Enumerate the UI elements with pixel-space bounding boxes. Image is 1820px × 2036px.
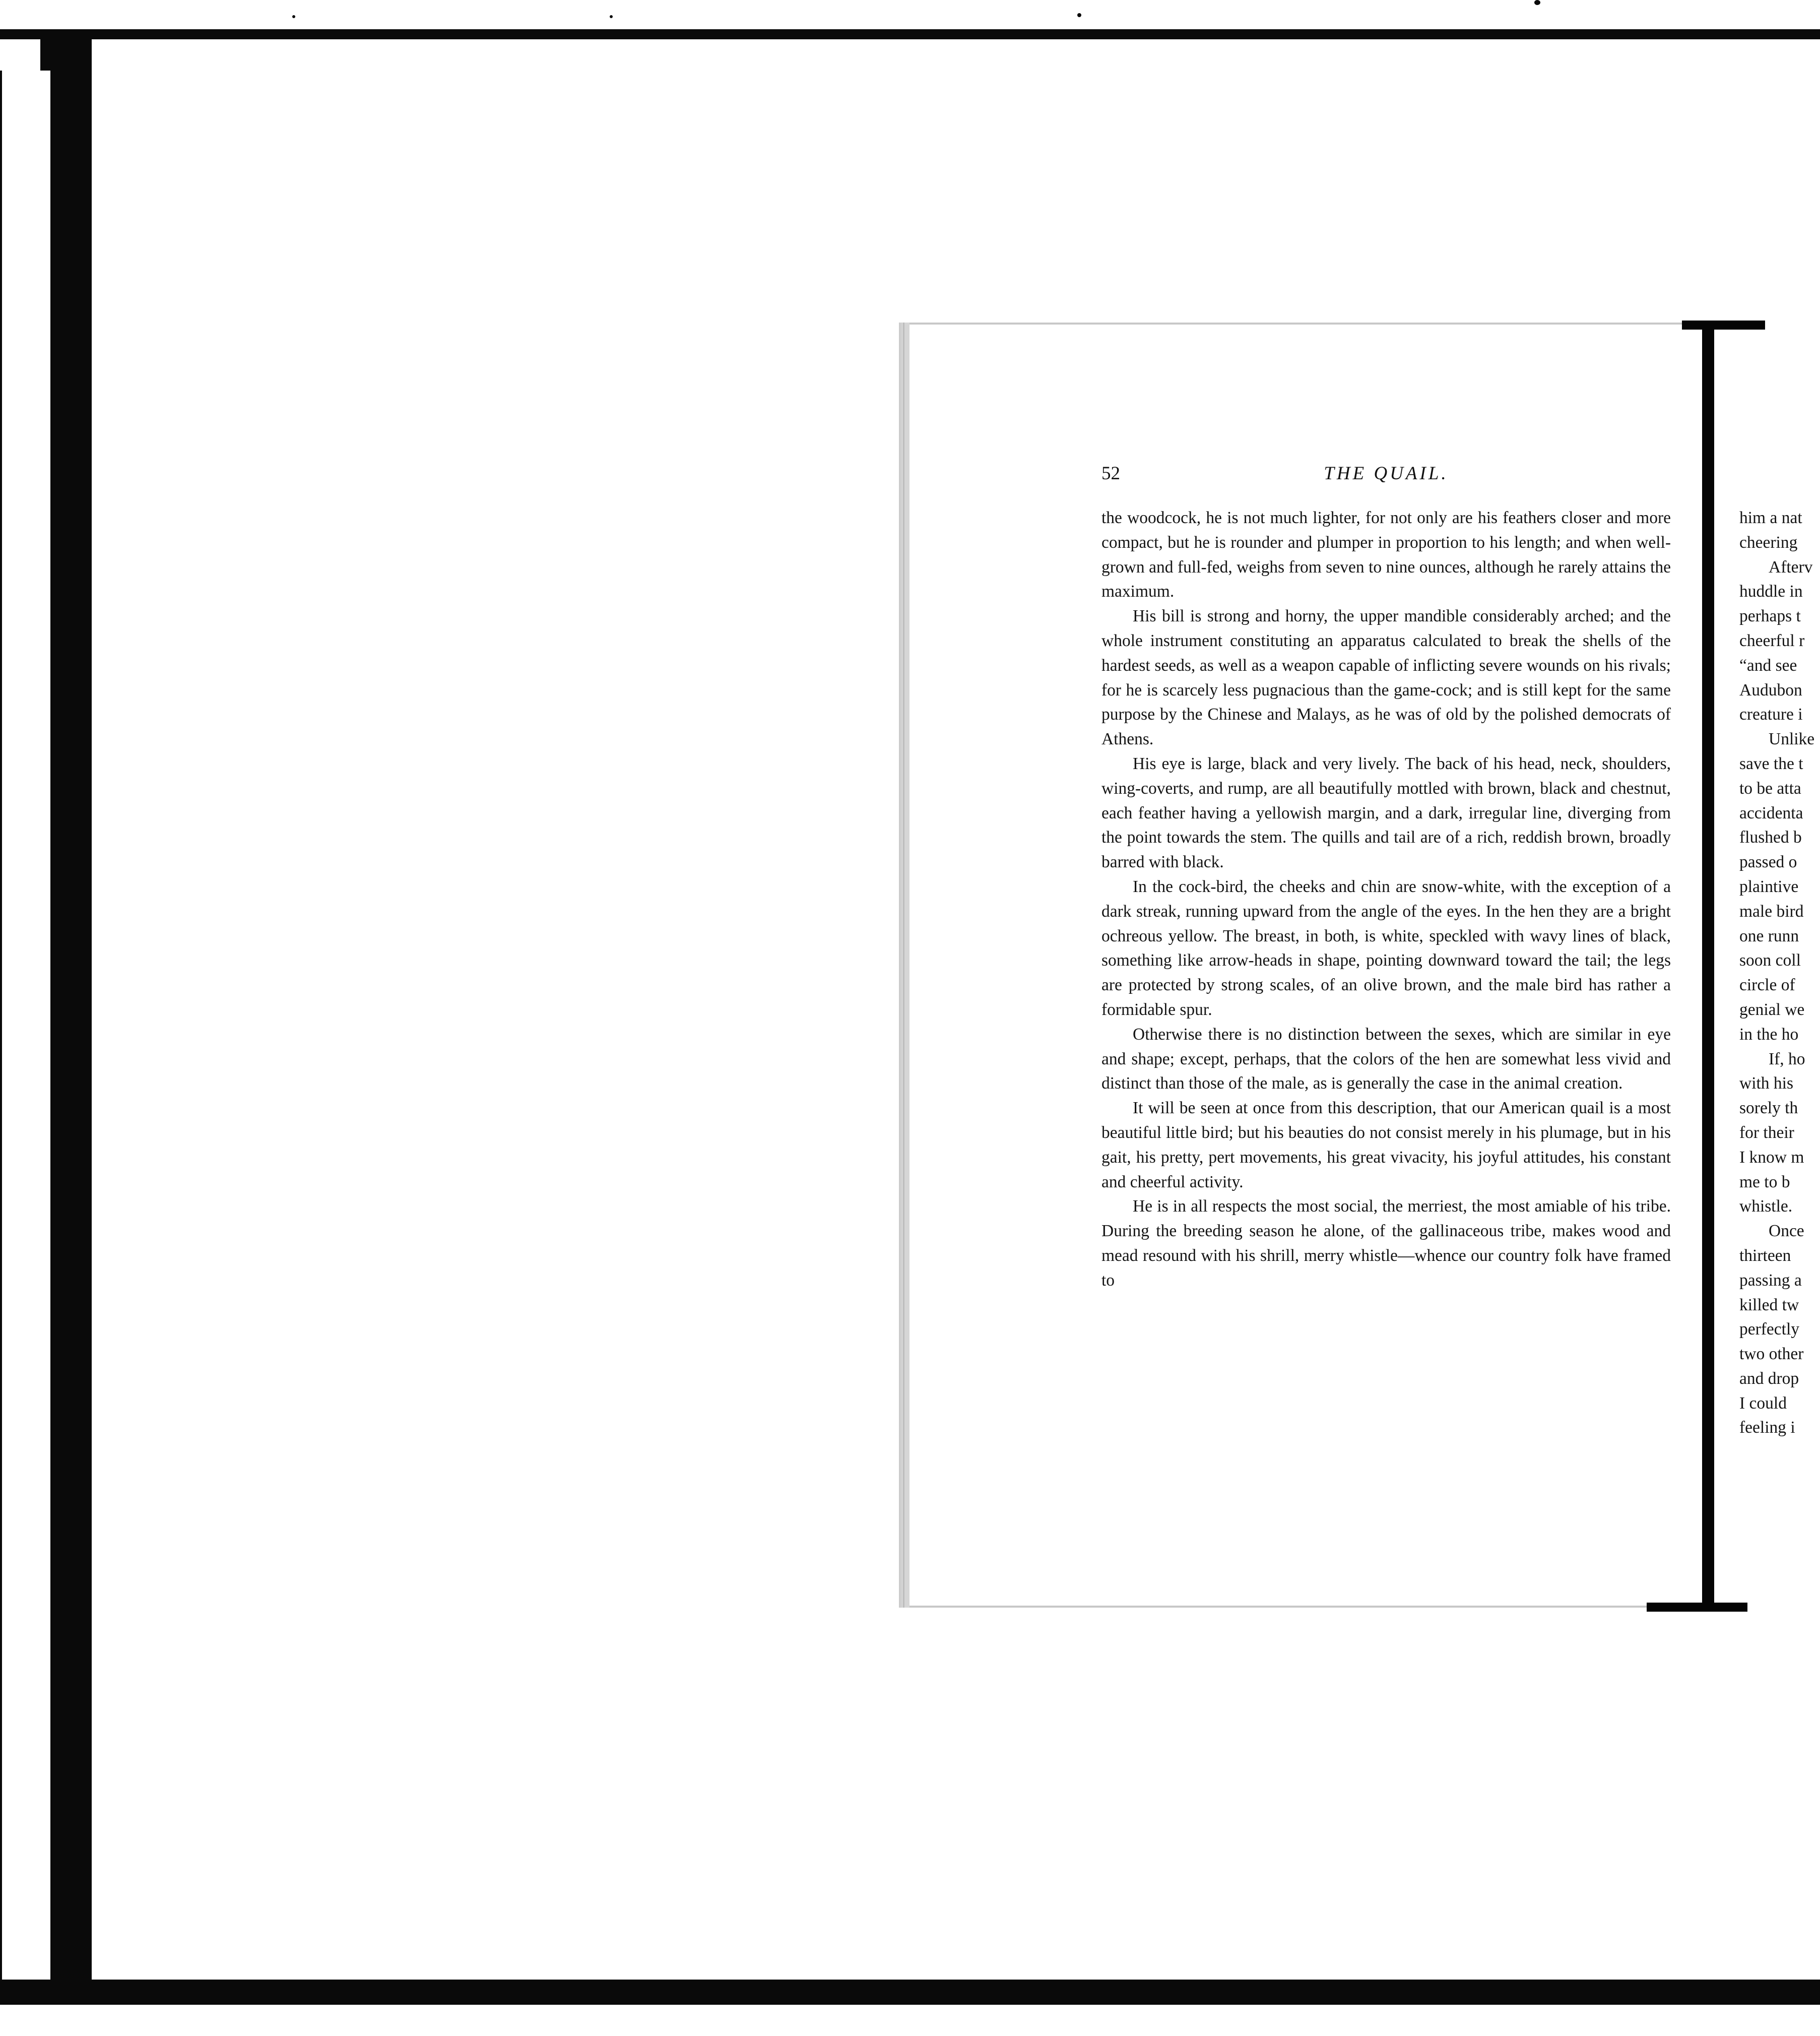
body-text [1101, 506, 1671, 1293]
text-line: huddle in [1739, 582, 1803, 601]
text-line: with his [1739, 1074, 1794, 1093]
paragraph: the woodcock, he is not much lighter, for not only are his feathers closer and more compact, but he is rounder and plumper in proportion to his length; and when well-grown and full-fed, weighs from seven to nine ounces, although he rarely attains the maximum. [1101, 508, 1671, 601]
text-line: genial we [1739, 1000, 1805, 1019]
text-line: circle of [1739, 976, 1795, 995]
scan-speck [292, 15, 295, 18]
text-line: If, ho [1769, 1049, 1805, 1068]
text-line: cheerful r [1739, 631, 1805, 650]
text-line: perhaps t [1739, 607, 1801, 626]
text-line: me to b [1739, 1172, 1790, 1191]
text-line: one runn [1739, 926, 1799, 945]
text-line: and drop [1739, 1369, 1799, 1388]
text-line: killed tw [1739, 1295, 1799, 1314]
book-spine-cap-top [1682, 321, 1765, 330]
text-line: creature i [1739, 705, 1803, 724]
text-line: plaintive [1739, 877, 1799, 896]
paragraph: Otherwise there is no distinction between the sexes, which are similar in eye and shape; except, perhaps, that the colors of the hen are somewhat less vivid and distinct than those of the male, as is generally the case in the animal creation. [1101, 1025, 1671, 1093]
text-line: I could [1739, 1393, 1787, 1413]
scan-frame-left-bar [50, 35, 92, 2001]
page-number: 52 [1101, 463, 1120, 484]
text-line: cheering [1739, 533, 1798, 552]
scan-speck [60, 529, 67, 538]
paragraph: His eye is large, black and very lively. The back of his head, neck, shoulders, wing-coverts, and rump, are all beautifully mottled with brown, black and chestnut, each feather having a yellowish margin, and a dark, irregular line, diverging from the point towards the stem. The quills and tail are of a rich, reddish brown, broadly barred with black. [1101, 754, 1671, 872]
text-line: thirteen [1739, 1246, 1791, 1265]
text-line: soon coll [1739, 951, 1801, 970]
book-spine-cap-bottom [1647, 1603, 1747, 1612]
text-line: in the ho [1739, 1025, 1799, 1044]
text-line: two other [1739, 1345, 1804, 1364]
scan-frame-left-thin-line [0, 71, 2, 1986]
scan-speck [1534, 0, 1540, 5]
paragraph: In the cock-bird, the cheeks and chin are snow-white, with the exception of a dark streak, running upward from the angle of the eyes. In the hen they are a bright ochreous yellow. The breast, in both, is white, speckled with wavy lines of black, something like arrow-heads in shape, pointing downward toward the tail; the legs are protected by strong scales, of an olive brown, and the male bird has rather a formidable spur. [1101, 877, 1671, 1019]
text-line: save the t [1739, 754, 1803, 773]
text-line: passed o [1739, 853, 1797, 872]
text-line: accidenta [1739, 803, 1803, 822]
text-line: perfectly [1739, 1320, 1800, 1339]
text-line: I know m [1739, 1148, 1804, 1167]
scan-speck [1077, 13, 1081, 17]
text-line: him a nat [1739, 508, 1802, 527]
text-line: feeling i [1739, 1418, 1795, 1437]
scan-speck [60, 673, 66, 680]
text-line: Audubon [1739, 680, 1802, 699]
text-line: Unlike [1769, 730, 1815, 749]
paragraph: His bill is strong and horny, the upper mandible considerably arched; and the whole instrument constituting an apparatus calculated to break the shells of the hardest seeds, as well as a weapon capable of inflicting severe wounds on his rivals; for he is scarcely less pugnacious than the game-cock; and is still kept for the same purpose by the Chinese and Malays, as he was of old by the polished democrats of Athens. [1101, 607, 1671, 749]
text-line: passing a [1739, 1270, 1802, 1290]
paragraph: He is in all respects the most social, the merriest, the most amiable of his tribe. During the breeding season he alone, of the gallinaceous tribe, makes wood and mead resound with his shrill, merry whistle—whence our country folk have framed to [1101, 1197, 1671, 1290]
paragraph: It will be seen at once from this description, that our American quail is a most beautiful little bird; but his beauties do not consist merely in his plumage, but in his gait, his pretty, pert movements, his great vivacity, his joyful attitudes, his constant and cheerful activity. [1101, 1099, 1671, 1191]
text-line: “and see [1739, 656, 1797, 675]
text-line: for their [1739, 1123, 1794, 1142]
book-spine [1702, 328, 1714, 1608]
text-line: flushed b [1739, 828, 1802, 847]
text-line: sorely th [1739, 1099, 1798, 1118]
text-line: male bird [1739, 902, 1804, 921]
right-page-text [1739, 506, 1820, 1440]
text-line: whistle. [1739, 1197, 1793, 1216]
text-line: Afterv [1769, 557, 1813, 577]
text-line: to be atta [1739, 779, 1801, 798]
scan-frame-left-notch [40, 30, 60, 71]
text-line: Once [1769, 1222, 1804, 1241]
page-title: THE QUAIL. [1324, 463, 1449, 484]
scan-frame-top [0, 29, 1820, 39]
running-head [1101, 463, 1671, 493]
scan-speck [610, 15, 613, 18]
scan-frame-bottom [0, 1980, 1820, 2005]
